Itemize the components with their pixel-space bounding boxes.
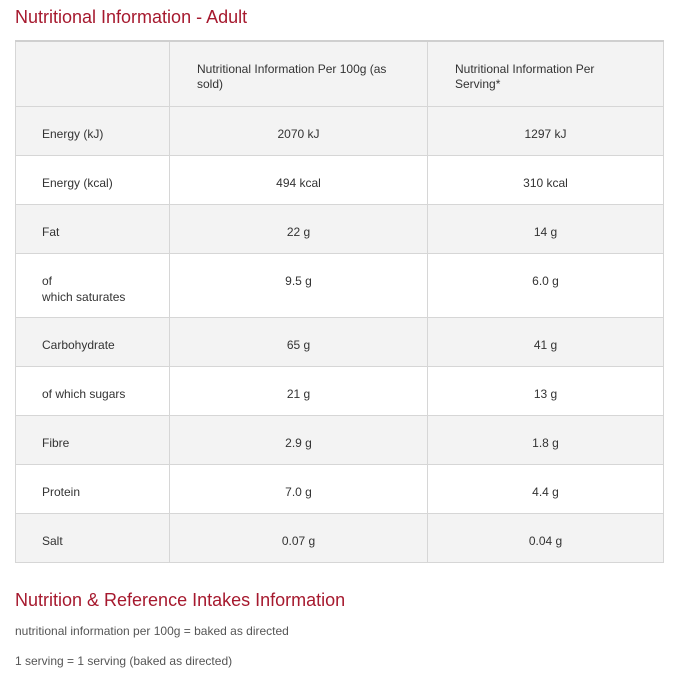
- table-row: [16, 254, 664, 318]
- per-100g-value: 21 g: [170, 367, 428, 416]
- per-serving-value: 14 g: [428, 205, 664, 254]
- row-label: of which sugars: [16, 367, 170, 416]
- row-label: Fibre: [16, 416, 170, 465]
- header-per-serving-label: Nutritional Information Per Serving*: [455, 62, 595, 91]
- header-per-100g: [170, 41, 428, 107]
- per-serving-value: 0.04 g: [428, 514, 664, 563]
- row-label-line-1: of: [42, 274, 53, 288]
- per-100g-value: 2070 kJ: [170, 107, 428, 156]
- nutrition-table: [15, 40, 664, 563]
- table-row: [16, 107, 664, 156]
- row-label: [16, 254, 170, 318]
- per-100g-value: 22 g: [170, 205, 428, 254]
- table-row: [16, 416, 664, 465]
- reference-intakes-title: Nutrition & Reference Intakes Information: [15, 590, 346, 610]
- row-label: Protein: [16, 465, 170, 514]
- header-per-100g-label: Nutritional Information Per 100g (as sold): [197, 62, 387, 91]
- per-serving-value: 1297 kJ: [428, 107, 664, 156]
- table-row: [16, 367, 664, 416]
- table-row: [16, 514, 664, 563]
- per-serving-value: 41 g: [428, 318, 664, 367]
- table-row: [16, 318, 664, 367]
- per-serving-value: 6.0 g: [428, 254, 664, 318]
- note-per-100g: nutritional information per 100g = baked as directed: [15, 624, 289, 638]
- table-row: [16, 205, 664, 254]
- table-header-row: [16, 41, 664, 107]
- per-serving-value: 1.8 g: [428, 416, 664, 465]
- row-label: Energy (kJ): [16, 107, 170, 156]
- row-label: Carbohydrate: [16, 318, 170, 367]
- per-100g-value: 2.9 g: [170, 416, 428, 465]
- per-100g-value: 7.0 g: [170, 465, 428, 514]
- section-title: Nutritional Information - Adult: [15, 7, 248, 27]
- per-100g-value: 0.07 g: [170, 514, 428, 563]
- per-100g-value: 9.5 g: [170, 254, 428, 318]
- row-label: Fat: [16, 205, 170, 254]
- per-serving-value: 310 kcal: [428, 156, 664, 205]
- row-label-line-2: which saturates: [42, 290, 126, 304]
- header-empty-cell: [16, 41, 170, 107]
- per-100g-value: 494 kcal: [170, 156, 428, 205]
- header-per-serving: [428, 41, 664, 107]
- table-row: [16, 465, 664, 514]
- row-label: Energy (kcal): [16, 156, 170, 205]
- note-serving: 1 serving = 1 serving (baked as directed): [15, 654, 233, 668]
- per-100g-value: 65 g: [170, 318, 428, 367]
- table-row: [16, 156, 664, 205]
- row-label: Salt: [16, 514, 170, 563]
- per-serving-value: 4.4 g: [428, 465, 664, 514]
- per-serving-value: 13 g: [428, 367, 664, 416]
